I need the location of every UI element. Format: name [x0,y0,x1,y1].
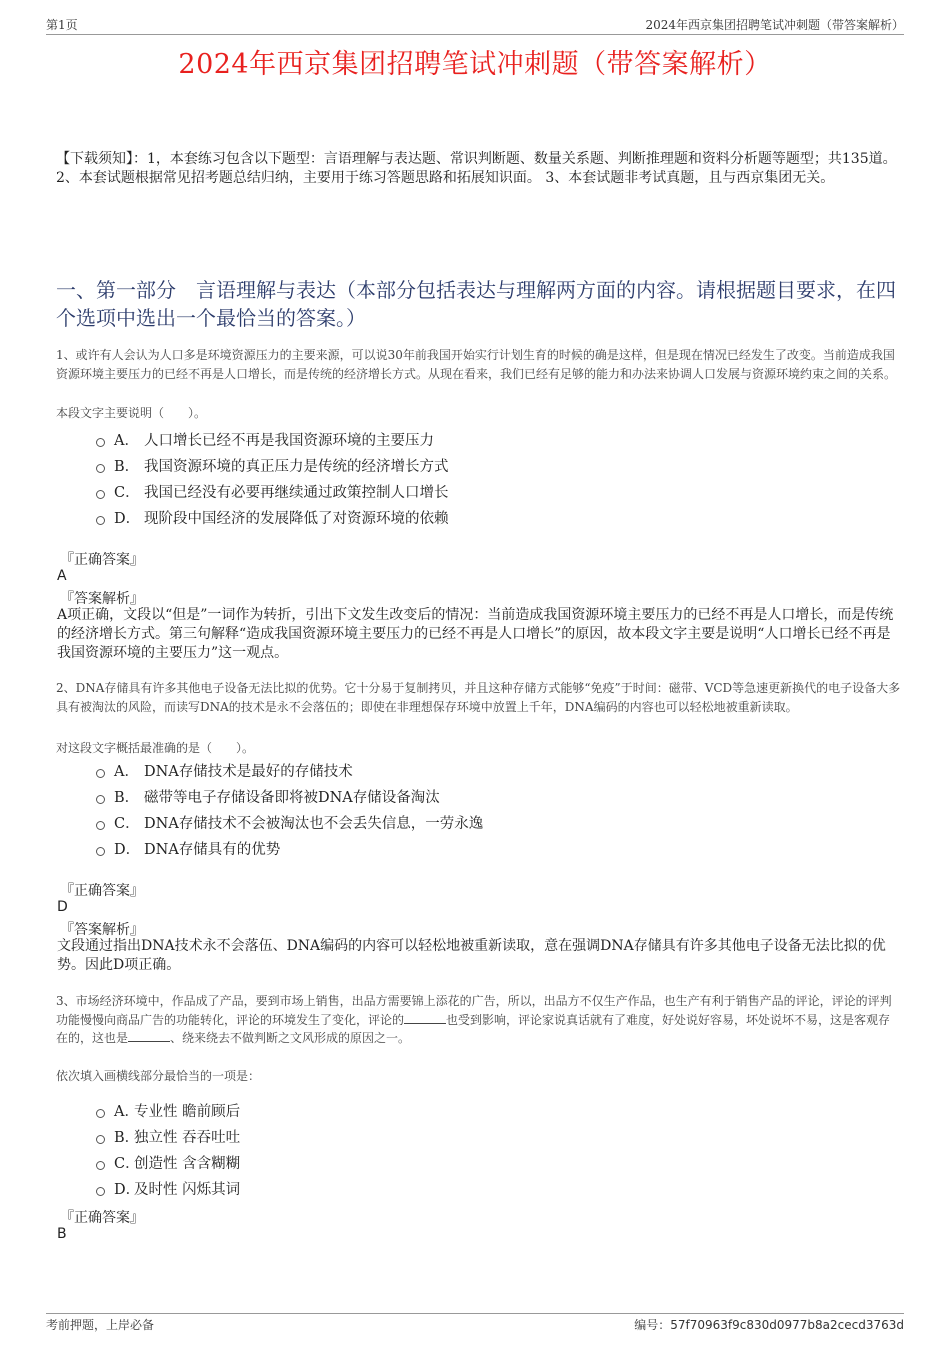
analysis-heading: 『答案解析』 [60,922,144,938]
radio-icon[interactable] [96,490,105,499]
option-text: 现阶段中国经济的发展降低了对资源环境的依赖 [144,510,449,527]
fill-blank-1[interactable] [404,1011,446,1024]
footer-slogan: 考前押题，上岸必备 [46,1318,155,1332]
section-heading: 一、第一部分 言语理解与表达（本部分包括表达与理解两方面的内容。请根据题目要求，在四个选项中选出一个最恰当的答案。） [56,278,896,330]
option-text: DNA存储技术不会被淘汰也不会丢失信息，一劳永逸 [144,815,484,832]
question-2-prompt: 对这段文字概括最准确的是（ ）。 [56,741,255,755]
option-text: 我国资源环境的真正压力是传统的经济增长方式 [144,458,449,475]
radio-icon[interactable] [96,1135,105,1144]
question-1-analysis: A项正确，文段以“但是”一词作为转折，引出下文发生改变后的情况：当前造成我国资源环境主要压力的已经不再是人口增长，而是传统的经济增长方式。第三句解释“造成我国资源环境主要压力的已经不再是人口增长”的原因，故本段文字主要是说明“人口增长已经不再是我国资源环境的主要压力”这一观点。 [57,607,894,661]
question-3-answer: B [57,1226,67,1242]
question-1-stem: 1、或许有人会认为人口多是环境资源压力的主要来源，可以说30年前我国开始实行计划生育的时候的确是这样，但是现在情况已经发生了改变。当前造成我国资源环境主要压力的已经不再是人口增长，而是传统的经济增长方式。从现在看来，我们已经有足够的能力和办法来协调人口发展与资源环境约束之间的关系。 [56,348,897,381]
radio-icon[interactable] [96,1109,105,1118]
option-text: 独立性 吞吞吐吐 [134,1129,241,1146]
radio-icon[interactable] [96,847,105,856]
option-text: 及时性 闪烁其词 [134,1181,241,1198]
option-c[interactable]: C． 创造性 含含糊糊 [96,1149,796,1175]
question-1-prompt: 本段文字主要说明（ ）。 [56,406,207,420]
question-1-options [96,426,796,530]
question-3-stem: 3、市场经济环境中，作品成了产品，要到市场上销售，出品方需要锦上添花的广告，所以，出品方不仅生产作品，也生产有利于销售产品的评论，评论的评判功能慢慢向商品广告的功能转化，评论的环境发生了变化，评论的 也受到影响，评论家说真话就有了难度，好处说好容易，坏处说坏不易，这是客观存在的，这也是 、绕来绕去不做判断之文风形成的原因之一。 [56,994,892,1045]
option-b[interactable]: B． 磁带等电子存储设备即将被DNA存储设备淘汰 [96,783,796,809]
option-b[interactable]: B． 独立性 吞吞吐吐 [96,1123,796,1149]
radio-icon[interactable] [96,464,105,473]
answer-heading: 『正确答案』 [60,883,144,899]
question-3-options [96,1097,796,1201]
question-2-answer: D [57,899,68,915]
document-code: 编号：57f70963f9c830d0977b8a2cecd3763d [634,1318,904,1332]
option-text: DNA存储具有的优势 [144,841,281,858]
radio-icon[interactable] [96,795,105,804]
page-header [46,14,904,35]
option-d[interactable]: D． 及时性 闪烁其词 [96,1175,796,1201]
question-2-stem: 2、DNA存储具有许多其他电子设备无法比拟的优势。它十分易于复制拷贝，并且这种存储方式能够“免疫”于时间：磁带、VCD等急速更新换代的电子设备大多具有被淘汰的风险，而读写DNA的技术是永不会落伍的；即使在非理想保存环境中放置上千年，DNA编码的内容也可以轻松地被重新读取。 [56,681,901,714]
download-notice: 【下载须知】：1，本套练习包含以下题型：言语理解与表达题、常识判断题、数量关系题、判断推理题和资料分析题等题型；共135道。 2、本套试题根据常见招考题总结归纳，主要用于练习答题思路和拓展知识面。 3、本套试题非考试真题，且与西京集团无关。 [56,151,897,186]
fill-blank-2[interactable] [128,1029,170,1042]
radio-icon[interactable] [96,1187,105,1196]
radio-icon[interactable] [96,438,105,447]
radio-icon[interactable] [96,516,105,525]
answer-heading: 『正确答案』 [60,1210,144,1226]
page-footer [46,1313,904,1334]
option-text: 创造性 含含糊糊 [134,1155,241,1172]
question-2-options [96,757,796,861]
option-c[interactable]: C． DNA存储技术不会被淘汰也不会丢失信息，一劳永逸 [96,809,796,835]
question-1-answer: A [57,568,67,584]
option-c[interactable]: C． 我国已经没有必要再继续通过政策控制人口增长 [96,478,796,504]
option-a[interactable]: A． 专业性 瞻前顾后 [96,1097,796,1123]
header-doc-title: 2024年西京集团招聘笔试冲刺题（带答案解析） [645,18,904,32]
option-text: 人口增长已经不再是我国资源环境的主要压力 [144,432,434,449]
option-b[interactable]: B． 我国资源环境的真正压力是传统的经济增长方式 [96,452,796,478]
analysis-heading: 『答案解析』 [60,591,144,607]
document-title: 2024年西京集团招聘笔试冲刺题（带答案解析） [178,49,772,80]
option-d[interactable]: D． 现阶段中国经济的发展降低了对资源环境的依赖 [96,504,796,530]
option-text: 专业性 瞻前顾后 [134,1103,241,1120]
option-a[interactable]: A． 人口增长已经不再是我国资源环境的主要压力 [96,426,796,452]
page-number: 第1页 [46,18,78,32]
option-text: DNA存储技术是最好的存储技术 [144,763,353,780]
option-a[interactable]: A． DNA存储技术是最好的存储技术 [96,757,796,783]
radio-icon[interactable] [96,1161,105,1170]
question-2-analysis: 文段通过指出DNA技术永不会落伍、DNA编码的内容可以轻松地被重新读取，意在强调DNA存储具有许多其他电子设备无法比拟的优势。因此D项正确。 [57,938,886,973]
question-3-prompt: 依次填入画横线部分最恰当的一项是： [56,1069,261,1083]
option-text: 磁带等电子存储设备即将被DNA存储设备淘汰 [144,789,440,806]
radio-icon[interactable] [96,769,105,778]
radio-icon[interactable] [96,821,105,830]
option-text: 我国已经没有必要再继续通过政策控制人口增长 [144,484,449,501]
option-d[interactable]: D． DNA存储具有的优势 [96,835,796,861]
answer-heading: 『正确答案』 [60,552,144,568]
